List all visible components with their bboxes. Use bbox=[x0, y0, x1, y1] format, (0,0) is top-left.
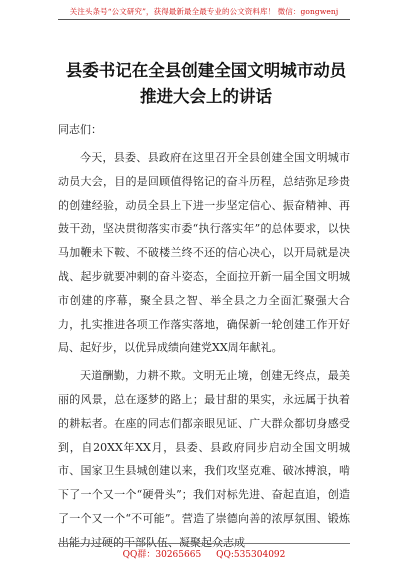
header-promo-note: 关注头条号“公文研究”，获得最新最全最专业的公文资料库！ 微信：gongwenj bbox=[69, 7, 339, 16]
salutation: 同志们： bbox=[58, 123, 102, 136]
paragraph-1: 今天，县委、县政府在这里召开全县创建全国文明城市动员大会，目的是回顾值得铭记的奋斗历程，总结弥足珍贵的创建经验，动员全县上下进一步坚定信心、振奋精神、再鼓干劲，坚决贯彻落实市委“执行落实年”的总体要求，以快马加鞭未下鞍、不破楼兰终不还的信心决心，以开局就是决战、起步就要冲刺的奋斗姿态，全面拉开新一届全国文明城市创建的序幕，聚全县之智、举全县之力全面汇聚强大合力，扎实推进各项工作落实落地，确保新一轮创建工作开好局、起好步，以优异成绩向建党XX周年献礼。 bbox=[58, 151, 350, 355]
paragraph-2: 天道酬勤，力耕不欺。文明无止境，创建无终点，最美丽的风景，总在逐梦的路上；最甘甜的果实，永远属于执着的耕耘者。在座的同志们都亲眼见证、广大群众都切身感受到，自20XX年XX月，县委、县政府同步启动全国文明城市、国家卫生县城创建以来，我们攻坚克难、破冰搏浪，啃下了一个又一个“硬骨头”；我们对标先进、奋起直追，创造了一个又一个“不可能”。营造了崇德向善的浓厚氛围、锻炼出能力过硬的干部队伍、凝聚起众志成 bbox=[58, 369, 350, 549]
document-body bbox=[58, 146, 350, 559]
footer-divider bbox=[58, 543, 350, 544]
footer-contact bbox=[58, 547, 350, 560]
footer-qq-group: QQ群：30265665 bbox=[122, 550, 202, 560]
header-divider bbox=[58, 19, 350, 20]
footer-qq: QQ:535304092 bbox=[216, 550, 286, 560]
document-title: 县委书记在全县创建全国文明城市动员推进大会上的讲话 bbox=[65, 61, 347, 106]
